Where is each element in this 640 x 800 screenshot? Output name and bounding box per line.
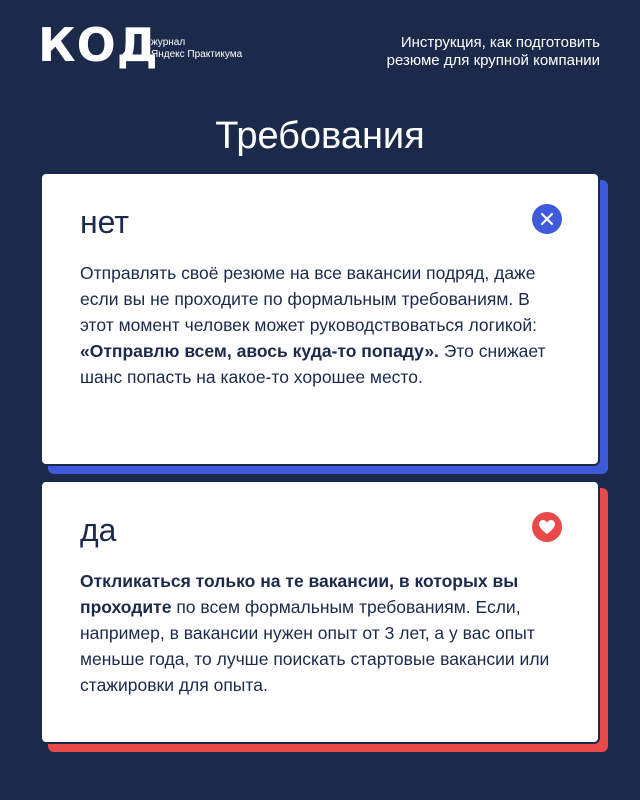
card-yes-body bbox=[40, 480, 600, 744]
card-no-text-before: Отправлять своё резюме на все вакансии подряд, даже если вы не проходите по формальным требованиям. В этот момент человек может руководствоваться логикой: bbox=[80, 263, 538, 335]
card-yes bbox=[40, 480, 608, 752]
card-no-text-bold: «Отправлю всем, авось куда-то попаду». bbox=[80, 341, 439, 361]
header-title bbox=[387, 34, 600, 70]
card-no-text-after: Это снижает шанс попасть на какое-то хорошее место. bbox=[80, 341, 546, 387]
card-no-body bbox=[40, 172, 600, 466]
card-no-text bbox=[80, 260, 568, 390]
logo-subtitle-line1: журнал bbox=[151, 37, 186, 48]
page-title: Требования bbox=[215, 115, 425, 157]
logo: КОД bbox=[38, 18, 159, 72]
card-no-label: нет bbox=[80, 204, 130, 240]
card-no bbox=[40, 172, 608, 474]
logo-subtitle bbox=[151, 37, 242, 61]
cross-circle-icon bbox=[532, 204, 562, 234]
header-title-line2: резюме для крупной компании bbox=[386, 52, 600, 69]
header bbox=[0, 0, 640, 100]
header-title-line1: Инструкция, как подготовить bbox=[400, 34, 600, 51]
heart-circle-icon bbox=[532, 512, 562, 542]
card-yes-text-bold: Откликаться только на те вакансии, в которых вы проходите bbox=[80, 571, 519, 617]
logo-subtitle-line2: Яндекс Практикума bbox=[151, 49, 243, 60]
card-yes-label: да bbox=[80, 512, 117, 548]
card-yes-text bbox=[80, 568, 568, 698]
card-yes-text-after: по всем формальным требованиям. Если, например, в вакансии нужен опыт от 3 лет, а у вас опыт меньше года, то лучше поискать стартовые вакансии или стажировки для опыта. bbox=[80, 597, 550, 695]
